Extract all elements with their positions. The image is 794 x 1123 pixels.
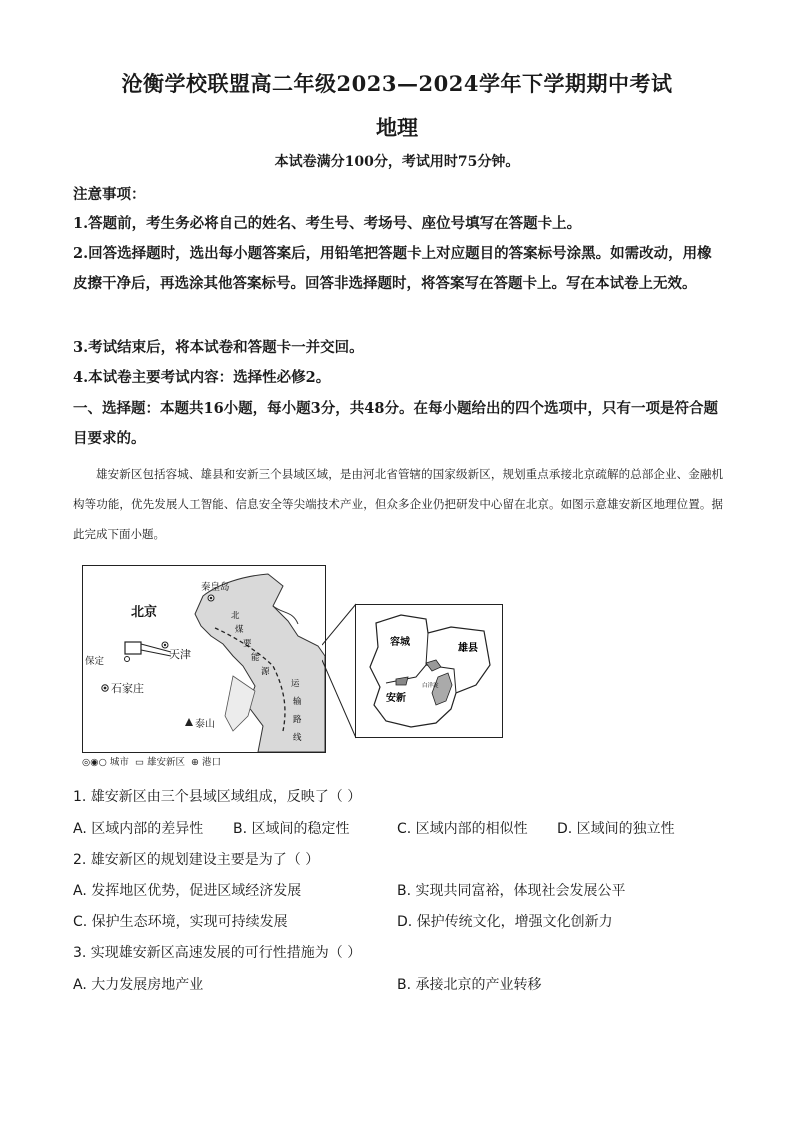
map-label-tianjin: 天津 xyxy=(169,648,191,661)
xiongan-marker xyxy=(125,642,141,654)
inset-label-xiongxian: 雄县 xyxy=(458,643,478,654)
map-label-qinhuangdao: 秦皇岛 xyxy=(201,582,230,593)
route-char: 线 xyxy=(293,733,302,743)
score-info: 本试卷满分100分，考试用时75分钟。 xyxy=(274,154,520,170)
city-icon: ◎◉○ xyxy=(82,757,107,768)
inset-label-lake: 白洋淀 xyxy=(422,683,439,689)
q1-option-b[interactable]: B. 区域间的稳定性 xyxy=(233,821,350,837)
question-1-stem: 1. 雄安新区由三个县域区域组成，反映了（ ） xyxy=(73,789,362,805)
route-char: 输 xyxy=(293,697,302,707)
map-label-baoding: 保定 xyxy=(85,656,105,667)
section-heading: 一、选择题：本题共16小题，每小题3分，共48分。在每小题给出的四个选项中，只有一项是符合题目要求的。 xyxy=(73,400,718,447)
route-char: 能 xyxy=(251,653,260,663)
exam-title: 沧衡学校联盟高二年级2023—2024学年下学期期中考试 xyxy=(121,71,673,96)
port-icon: ⊕ xyxy=(191,757,200,768)
question-2-stem: 2. 雄安新区的规划建设主要是为了（ ） xyxy=(73,852,320,868)
route-char: 北 xyxy=(231,611,240,621)
note-item-2: 2.回答选择题时，选出每小题答案后，用铅笔把答题卡上对应题目的答案标号涂黑。如需改动，用橡皮擦干净后，再选涂其他答案标号。回答非选择题时，将答案写在答题卡上。写在本试卷上无效。 xyxy=(73,245,712,292)
q3-option-b[interactable]: B. 承接北京的产业转移 xyxy=(397,977,542,993)
q2-option-a[interactable]: A. 发挥地区优势，促进区域经济发展 xyxy=(73,883,302,899)
map-legend xyxy=(82,754,221,768)
location-map xyxy=(82,565,326,753)
q1-option-d[interactable]: D. 区域间的独立性 xyxy=(557,821,675,837)
q1-option-c[interactable]: C. 区域内部的相似性 xyxy=(397,821,528,837)
q2-option-d[interactable]: D. 保护传统文化，增强文化创新力 xyxy=(397,914,613,930)
legend-city: 城市 xyxy=(109,757,129,768)
subject-title: 地理 xyxy=(376,115,418,140)
inset-label-anxin: 安新 xyxy=(386,693,406,704)
route-char: 要 xyxy=(243,639,252,649)
note-item-3: 3.考试结束后，将本试卷和答题卡一并交回。 xyxy=(73,339,364,356)
rectangle-icon: ▭ xyxy=(134,757,144,768)
reading-passage: 雄安新区包括容城、雄县和安新三个县域区域，是由河北省管辖的国家级新区，规划重点承接北京疏解的总部企业、金融机构等功能，优先发展人工智能、信息安全等尖端技术产业，但众多企业仍把研发中心留在北京。如图示意雄安新区地理位置。据此完成下面小题。 xyxy=(73,467,723,541)
q2-option-b[interactable]: B. 实现共同富裕，体现社会发展公平 xyxy=(397,883,626,899)
q2-option-c[interactable]: C. 保护生态环境，实现可持续发展 xyxy=(73,914,288,930)
question-3-stem: 3. 实现雄安新区高速发展的可行性措施为（ ） xyxy=(73,945,362,961)
legend-port: 港口 xyxy=(202,757,222,768)
inset-label-rongcheng: 容城 xyxy=(390,637,410,648)
map-label-beijing: 北京 xyxy=(131,605,158,620)
note-item-4: 4.本试卷主要考试内容：选择性必修2。 xyxy=(73,369,331,386)
note-item-1: 1.答题前，考生务必将自己的姓名、考生号、考场号、座位号填写在答题卡上。 xyxy=(73,215,582,232)
route-char: 路 xyxy=(293,715,302,725)
q3-option-a[interactable]: A. 大力发展房地产业 xyxy=(73,977,204,993)
map-label-taishan: 泰山 xyxy=(195,719,215,730)
route-char: 源 xyxy=(261,667,270,677)
inset-map xyxy=(355,604,503,738)
legend-xiongan: 雄安新区 xyxy=(146,757,185,768)
map-label-shijiazhuang: 石家庄 xyxy=(111,682,144,695)
route-char: 煤 xyxy=(235,625,244,635)
q1-option-a[interactable]: A. 区域内部的差异性 xyxy=(73,821,204,837)
route-char: 运 xyxy=(291,679,300,689)
notes-heading: 注意事项： xyxy=(73,186,146,203)
